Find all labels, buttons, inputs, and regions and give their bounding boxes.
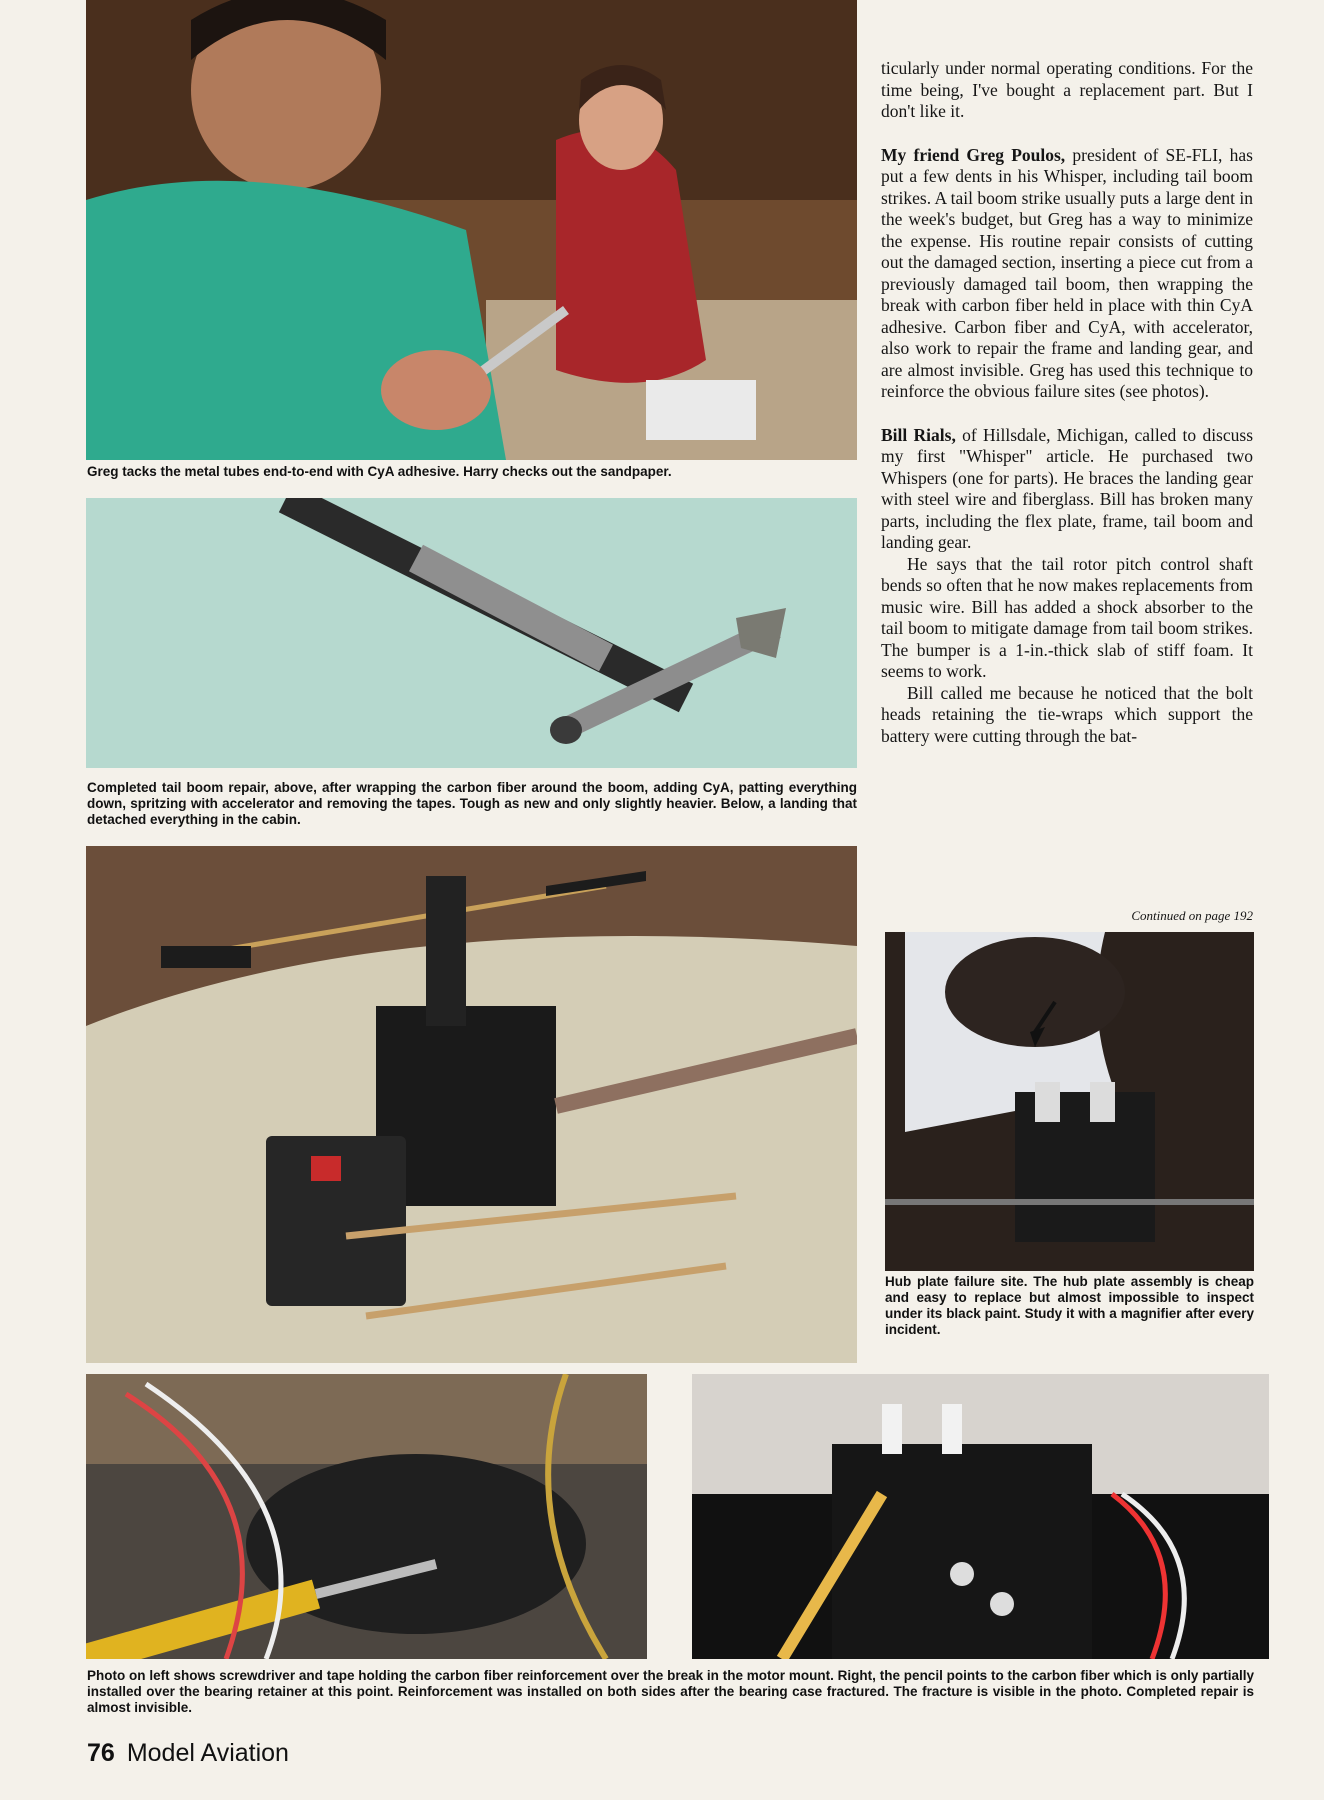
article-paragraph-3-body: of Hillsdale, Michigan, called to discuss my first "Whisper" article. He purchased two Whispers (one for parts). He braces the landing gear with steel wire and fiberglass. Bill has broken many parts, including the flex plate, frame, tail boom and landing gear. [881,424,1254,552]
photo-screwdriver-motor-mount [86,1374,647,1659]
magazine-name: Model Aviation [126,1739,289,1767]
continued-note: Continued on page 192 [1131,908,1253,923]
photo-pencil-bearing-retainer [692,1374,1269,1659]
article-paragraph-1: ticularly under normal operating conditions. For the time being, I've bought a replacement part. But I don't like it. [881,58,1253,121]
caption-greg-tacks: Greg tacks the metal tubes end-to-end with CyA adhesive. Harry checks out the sandpaper. [87,464,672,479]
lead-bill-rials: Bill Rials, [881,424,956,445]
article-column [881,58,1253,747]
caption-hub-plate: Hub plate failure site. The hub plate assembly is cheap and easy to replace but almost impossible to inspect under its black paint. Study it with a magnifier after every incident. [885,1274,1254,1337]
photo-tail-boom-repair [86,498,857,768]
article-paragraph-3 [881,425,1253,554]
photo-greg-and-child [86,0,857,460]
lead-greg-poulos: My friend Greg Poulos, [881,144,1066,165]
article-paragraph-4: He says that the tail rotor pitch control shaft bends so often that he now makes replacements from music wire. Bill has added a shock absorber to the tail boom to mitigate damage from tail boom strikes. The bumper is a 1-in.-thick slab of stiff foam. It seems to work. [881,553,1253,681]
article-paragraph-5: Bill called me because he noticed that the bolt heads retaining the tie-wraps which support the battery were cutting through the bat- [881,682,1253,746]
page-number: 76 [87,1739,115,1767]
caption-bottom-photos: Photo on left shows screwdriver and tape holding the carbon fiber reinforcement over the break in the motor mount. Right, the pencil points to the carbon fiber which is only partially installed over the bearing retainer at this point. Reinforcement was installed on both sides after the bearing case fractured. The fracture is visible in the photo. Completed repair is almost invisible. [87,1668,1254,1715]
photo-crashed-helicopter [86,846,857,1363]
caption-tail-boom: Completed tail boom repair, above, after wrapping the carbon fiber around the boom, adding CyA, patting everything down, spritzing with accelerator and removing the tapes. Tough as new and only slightly heavier. Below, a landing that detached everything in the cabin. [87,780,857,827]
page-footer [87,1739,289,1768]
article-paragraph-2 [881,145,1253,403]
photo-hub-plate [885,932,1254,1271]
article-paragraph-2-body: president of SE-FLI, has put a few dents in his Whisper, including tail boom strikes. A tail boom strike usually puts a large dent in the week's budget, but Greg has a way to minimize the expense. His routine repair consists of cutting out the damaged section, inserting a piece cut from a previously damaged tail boom, then wrapping the break with carbon fiber held in place with thin CyA adhesive. Carbon fiber and CyA, with accelerator, also work to repair the frame and landing gear, and are almost invisible. Greg has used this technique to reinforce the obvious failure sites (see photos). [881,144,1253,401]
